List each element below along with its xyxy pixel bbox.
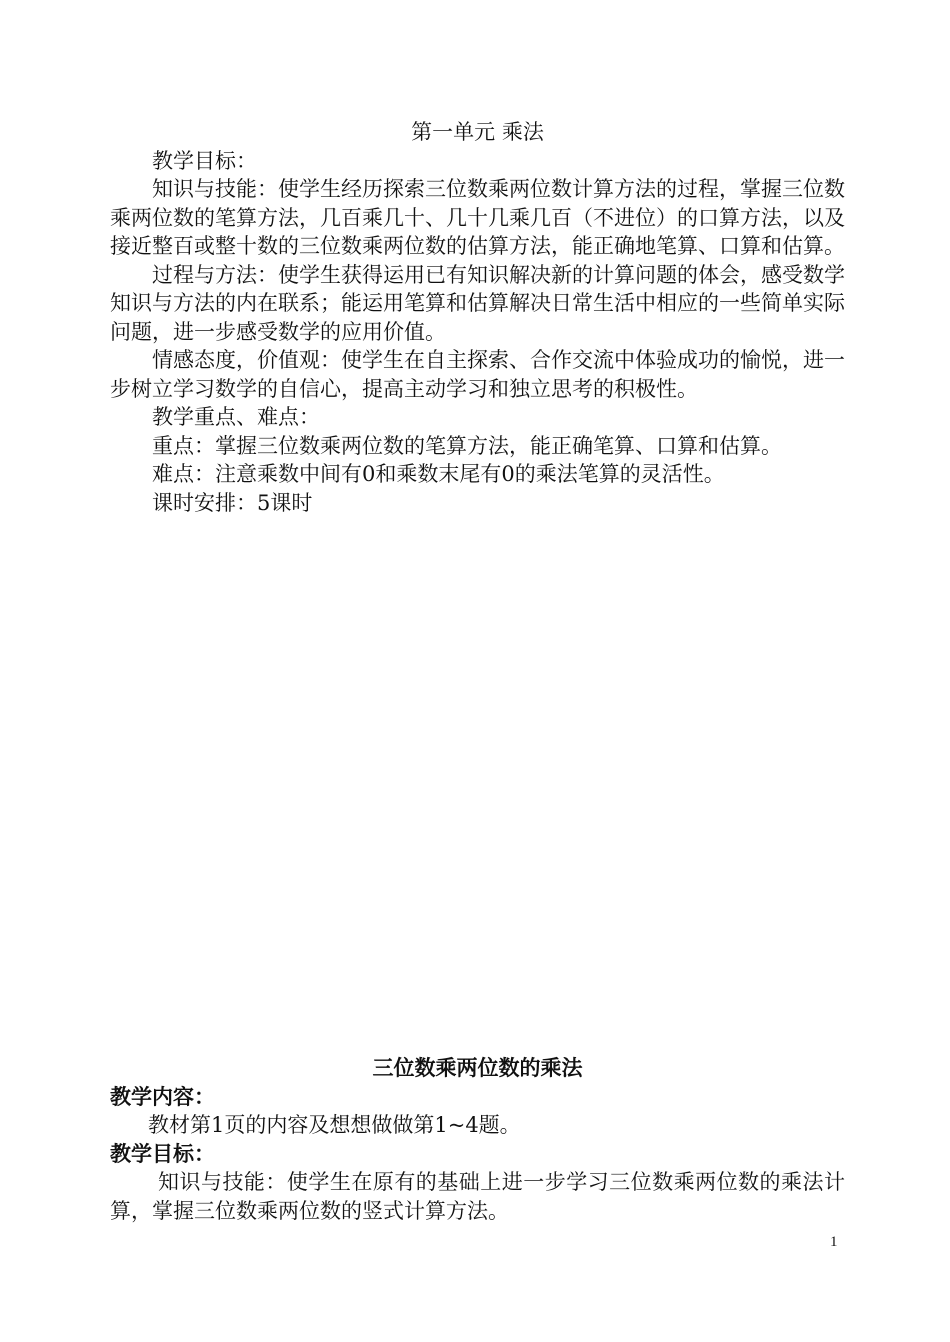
difficult-point-paragraph: 难点：注意乘数中间有0和乘数末尾有0的乘法笔算的灵活性。 bbox=[152, 462, 725, 486]
class-hours-paragraph: 课时安排：5课时 bbox=[152, 490, 313, 515]
teaching-goals-heading: 教学目标： bbox=[110, 1141, 215, 1166]
teaching-content-heading: 教学内容： bbox=[110, 1084, 215, 1109]
unit-title: 第一单元 乘法 bbox=[411, 120, 544, 144]
knowledge-skills-paragraph: 知识与技能：使学生经历探索三位数乘两位数计算方法的过程，掌握三位数乘两位数的笔算方法，几百乘几十、几十几乘几百（不进位）的口算方法，以及接近整百或整十数的三位数乘两位数的估算方法，能正确地笔算、口算和估算。 bbox=[110, 177, 845, 258]
page-number: 1 bbox=[830, 1234, 838, 1250]
teaching-goals-label: 教学目标： bbox=[152, 148, 257, 173]
emotion-values-paragraph: 情感态度，价值观：使学生在自主探索、合作交流中体验成功的愉悦，进一步树立学习数学的自信心，提高主动学习和独立思考的积极性。 bbox=[110, 348, 845, 401]
unit-section bbox=[110, 118, 845, 517]
lesson-title: 三位数乘两位数的乘法 bbox=[372, 1056, 583, 1080]
teaching-content-text: 教材第1页的内容及想想做做第1~4题。 bbox=[148, 1113, 521, 1137]
key-difficult-points-label: 教学重点、难点： bbox=[152, 405, 320, 429]
lesson-section bbox=[110, 1054, 845, 1225]
teaching-goals-text: 知识与技能：使学生在原有的基础上进一步学习三位数乘两位数的乘法计算，掌握三位数乘两位数的竖式计算方法。 bbox=[110, 1170, 845, 1223]
key-point-paragraph: 重点：掌握三位数乘两位数的笔算方法，能正确笔算、口算和估算。 bbox=[152, 433, 782, 458]
process-method-paragraph: 过程与方法：使学生获得运用已有知识解决新的计算问题的体会，感受数学知识与方法的内在联系；能运用笔算和估算解决日常生活中相应的一些简单实际问题，进一步感受数学的应用价值。 bbox=[110, 262, 845, 344]
